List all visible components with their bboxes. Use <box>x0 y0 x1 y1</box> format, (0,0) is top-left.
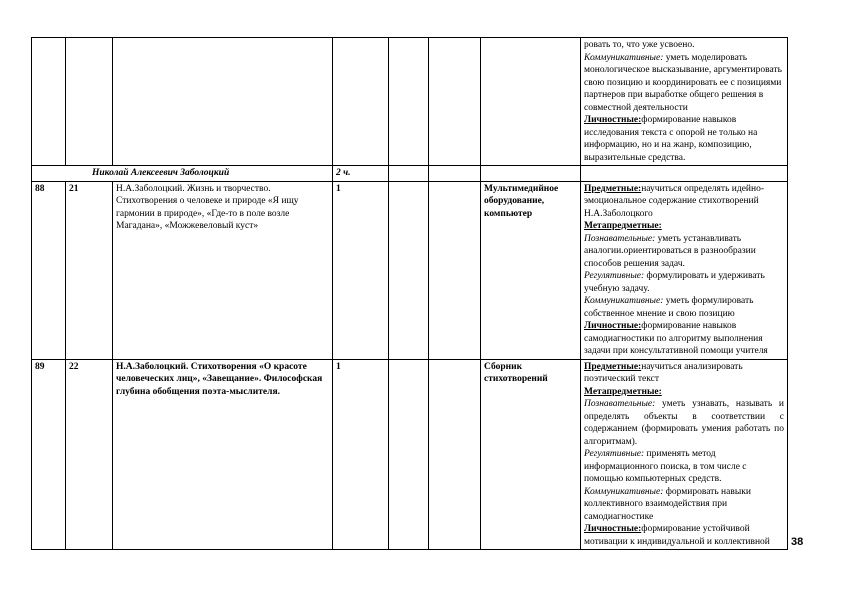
cell-lesson <box>66 38 113 166</box>
cell-blank <box>481 166 581 182</box>
lesson-index: 22 <box>66 359 113 550</box>
lesson-results <box>581 359 788 550</box>
lesson-plan-table <box>31 37 788 550</box>
result-regulative: Регулятивные: применять метод информационного поиска, в том числе с помощью компьютерных средств. <box>584 449 747 484</box>
page-number: 38 <box>791 536 804 548</box>
table-row <box>32 181 788 359</box>
lesson-equipment: Сборник стихотворений <box>481 359 581 550</box>
lesson-number: 89 <box>32 359 66 550</box>
cell-blank <box>389 181 429 359</box>
lesson-number: 88 <box>32 181 66 359</box>
result-communicative: Коммуникативные: уметь формулировать собственное мнение и свою позицию <box>584 296 754 319</box>
lesson-hours: 1 <box>333 359 389 550</box>
result-personal: Личностные:формирование навыков исследования текста с опорой не только на информацию, но и на жанр, композицию, выразительные средства. <box>584 115 758 163</box>
cell-blank <box>389 166 429 182</box>
cell-results <box>581 38 788 166</box>
section-title: Николай Алексеевич Заболоцкий <box>32 166 333 182</box>
section-header-row <box>32 166 788 182</box>
lesson-topic: Н.А.Заболоцкий. Жизнь и творчество. Стихотворения о человеке и природе «Я ищу гармонии в природе», «Где-то в поле возле Магадана», «Можжевеловый куст» <box>113 181 333 359</box>
cell-topic <box>113 38 333 166</box>
result-cognitive: Познавательные: уметь устанавливать аналогии.ориентироваться в разнообразии способов решения задач. <box>584 233 756 269</box>
cell-num <box>32 38 66 166</box>
cell-blank <box>429 359 481 550</box>
table-row <box>32 359 788 550</box>
cell-blank <box>429 38 481 166</box>
cell-equipment <box>481 38 581 166</box>
result-regulative: Регулятивные: формулировать и удерживать учебную задачу. <box>584 271 765 294</box>
cell-blank <box>581 166 788 182</box>
cell-hours <box>333 38 389 166</box>
result-communicative: Коммуникативные: уметь моделировать монологическое высказывание, аргументировать свою позицию и координировать ее с позициями партнеров при выработке общего решения в совместной деятельности <box>584 52 782 113</box>
result-meta: Метапредметные: <box>584 386 662 397</box>
result-communicative: Коммуникативные: формировать навыки коллективного взаимодействия при самодиагностике <box>584 486 751 522</box>
result-meta: Метапредметные: <box>584 221 662 231</box>
lesson-equipment: Мультимедийное оборудование, компьютер <box>481 181 581 359</box>
section-hours: 2 ч. <box>333 166 389 182</box>
cell-blank <box>429 166 481 182</box>
result-personal: Личностные:формирование навыков самодиагностики по алгоритму выполнения задачи при консультативной помощи учителя <box>584 321 768 356</box>
cell-blank <box>389 38 429 166</box>
table-row-continuation <box>32 38 788 166</box>
lesson-index: 21 <box>66 181 113 359</box>
lesson-topic: Н.А.Заболоцкий. Стихотворения «О красоте человеческих лиц», «Завещание». Философская глубина обобщения поэта-мыслителя. <box>113 359 333 550</box>
result-subject: Предметные:научиться определять идейно-эмоциональное содержание стихотворений Н.А.Заболоцкого <box>584 183 764 219</box>
result-cognitive: Познавательные: уметь узнавать, называть и определять объекты в соответствии с содержанием (формировать умения работать по алгоритмам). <box>584 399 784 447</box>
result-text: ровать то, что уже усвоено. <box>584 40 695 50</box>
cell-blank <box>429 181 481 359</box>
lesson-hours: 1 <box>333 181 389 359</box>
cell-blank <box>389 359 429 550</box>
result-subject: Предметные:научиться анализировать поэтический текст <box>584 361 743 384</box>
lesson-results <box>581 181 788 359</box>
result-personal: Личностные:формирование устойчивой мотивации к индивидуальной и коллективной <box>584 524 770 547</box>
